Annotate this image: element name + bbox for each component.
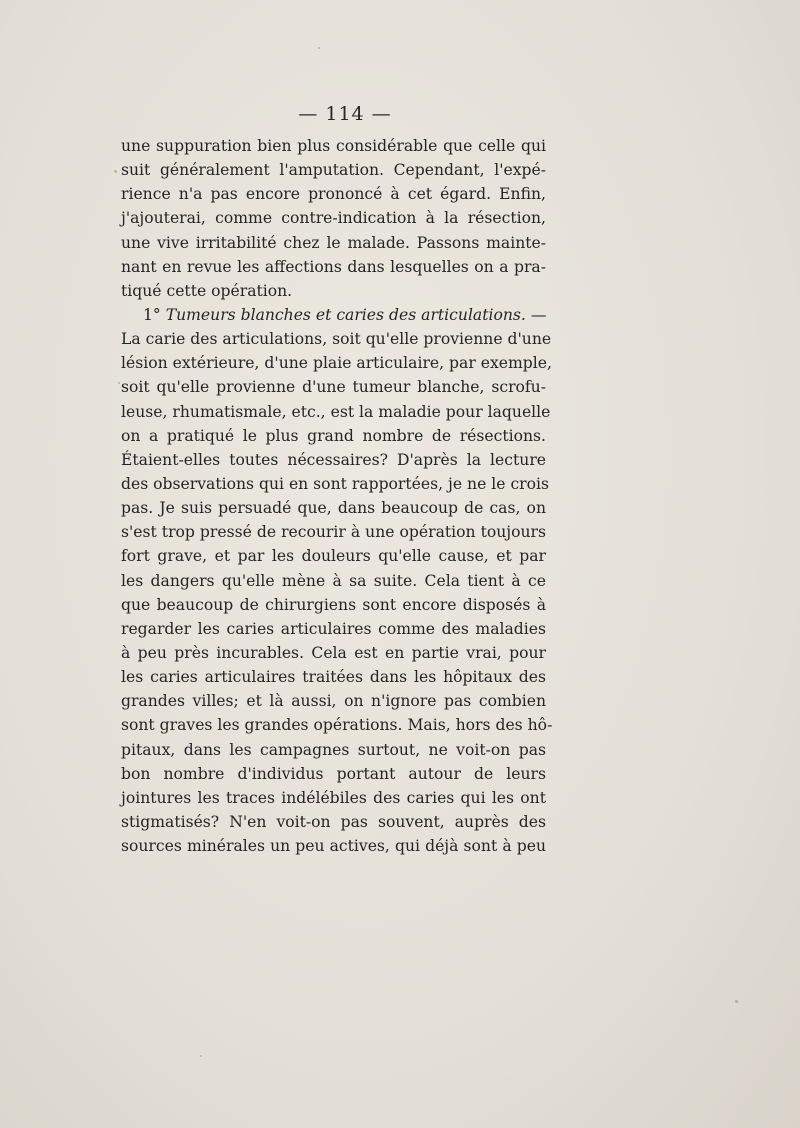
text-line: des observations qui en sont rapportées, je ne le crois xyxy=(121,474,550,493)
text-line: sources minérales un peu actives, qui déjà sont à peu xyxy=(121,837,546,856)
text-line: rience n'a pas encore prononcé à cet égard. Enfin, xyxy=(121,185,546,204)
text-line: les dangers qu'elle mène à sa suite. Cela tient à ce xyxy=(121,571,546,590)
text-line: nant en revue les affections dans lesquelles on a pra- xyxy=(121,257,546,276)
page-number-text: — 114 — xyxy=(298,103,392,125)
text-line: que beaucoup de chirurgiens sont encore disposés à xyxy=(121,595,546,614)
text-line: suit généralement l'amputation. Cependant, l'expé- xyxy=(121,161,546,180)
text-line: fort grave, et par les douleurs qu'elle cause, et par xyxy=(121,547,546,566)
paper-speck xyxy=(318,47,320,49)
paper-speck xyxy=(200,1055,202,1057)
text-line: pas. Je suis persuadé que, dans beaucoup de cas, on xyxy=(121,499,546,518)
text-line: s'est trop pressé de recourir à une opération toujours xyxy=(121,523,546,542)
text-line: sont graves les grandes opérations. Mais, hors des hô- xyxy=(121,716,553,735)
text-line: Étaient-elles toutes nécessaires? D'après la lecture xyxy=(121,450,546,469)
text-line: lésion extérieure, d'une plaie articulaire, par exemple, xyxy=(121,354,552,373)
paper-speck xyxy=(735,1000,738,1003)
text-line: pitaux, dans les campagnes surtout, ne voit-on pas xyxy=(121,740,546,759)
text-line: La carie des articulations, soit qu'elle provienne d'une xyxy=(121,330,552,349)
text-line: jointures les traces indélébiles des caries qui les ont xyxy=(121,788,546,807)
section-title: Tumeurs blanches et caries des articulations. xyxy=(165,305,526,324)
body-text xyxy=(121,134,553,858)
section-dash: — xyxy=(530,305,547,324)
text-line: bon nombre d'individus portant autour de leurs xyxy=(121,764,546,783)
text-line: stigmatisés? N'en voit-on pas souvent, auprès des xyxy=(121,812,546,831)
text-line: regarder les caries articulaires comme des maladies xyxy=(121,619,546,638)
text-line: grandes villes; et là aussi, on n'ignore pas combien xyxy=(121,692,546,711)
section-numeral: 1° xyxy=(143,305,161,324)
page-number xyxy=(0,103,800,125)
text-line: tiqué cette opération. xyxy=(121,281,293,300)
paper-speck xyxy=(118,382,120,384)
text-line: une suppuration bien plus considérable que celle qui xyxy=(121,137,546,155)
text-line: une vive irritabilité chez le malade. Passons mainte- xyxy=(121,233,546,252)
paper-speck xyxy=(114,170,117,173)
section-heading-line xyxy=(121,303,546,327)
text-line: j'ajouterai, comme contre-indication à la résection, xyxy=(121,209,546,228)
text-line: soit qu'elle provienne d'une tumeur blanche, scrofu- xyxy=(121,378,546,397)
text-line: à peu près incurables. Cela est en partie vrai, pour xyxy=(121,643,546,662)
text-line: leuse, rhumatismale, etc., est la maladie pour laquelle xyxy=(121,402,551,421)
text-line: les caries articulaires traitées dans les hôpitaux des xyxy=(121,668,546,687)
text-line: on a pratiqué le plus grand nombre de résections. xyxy=(121,426,546,445)
